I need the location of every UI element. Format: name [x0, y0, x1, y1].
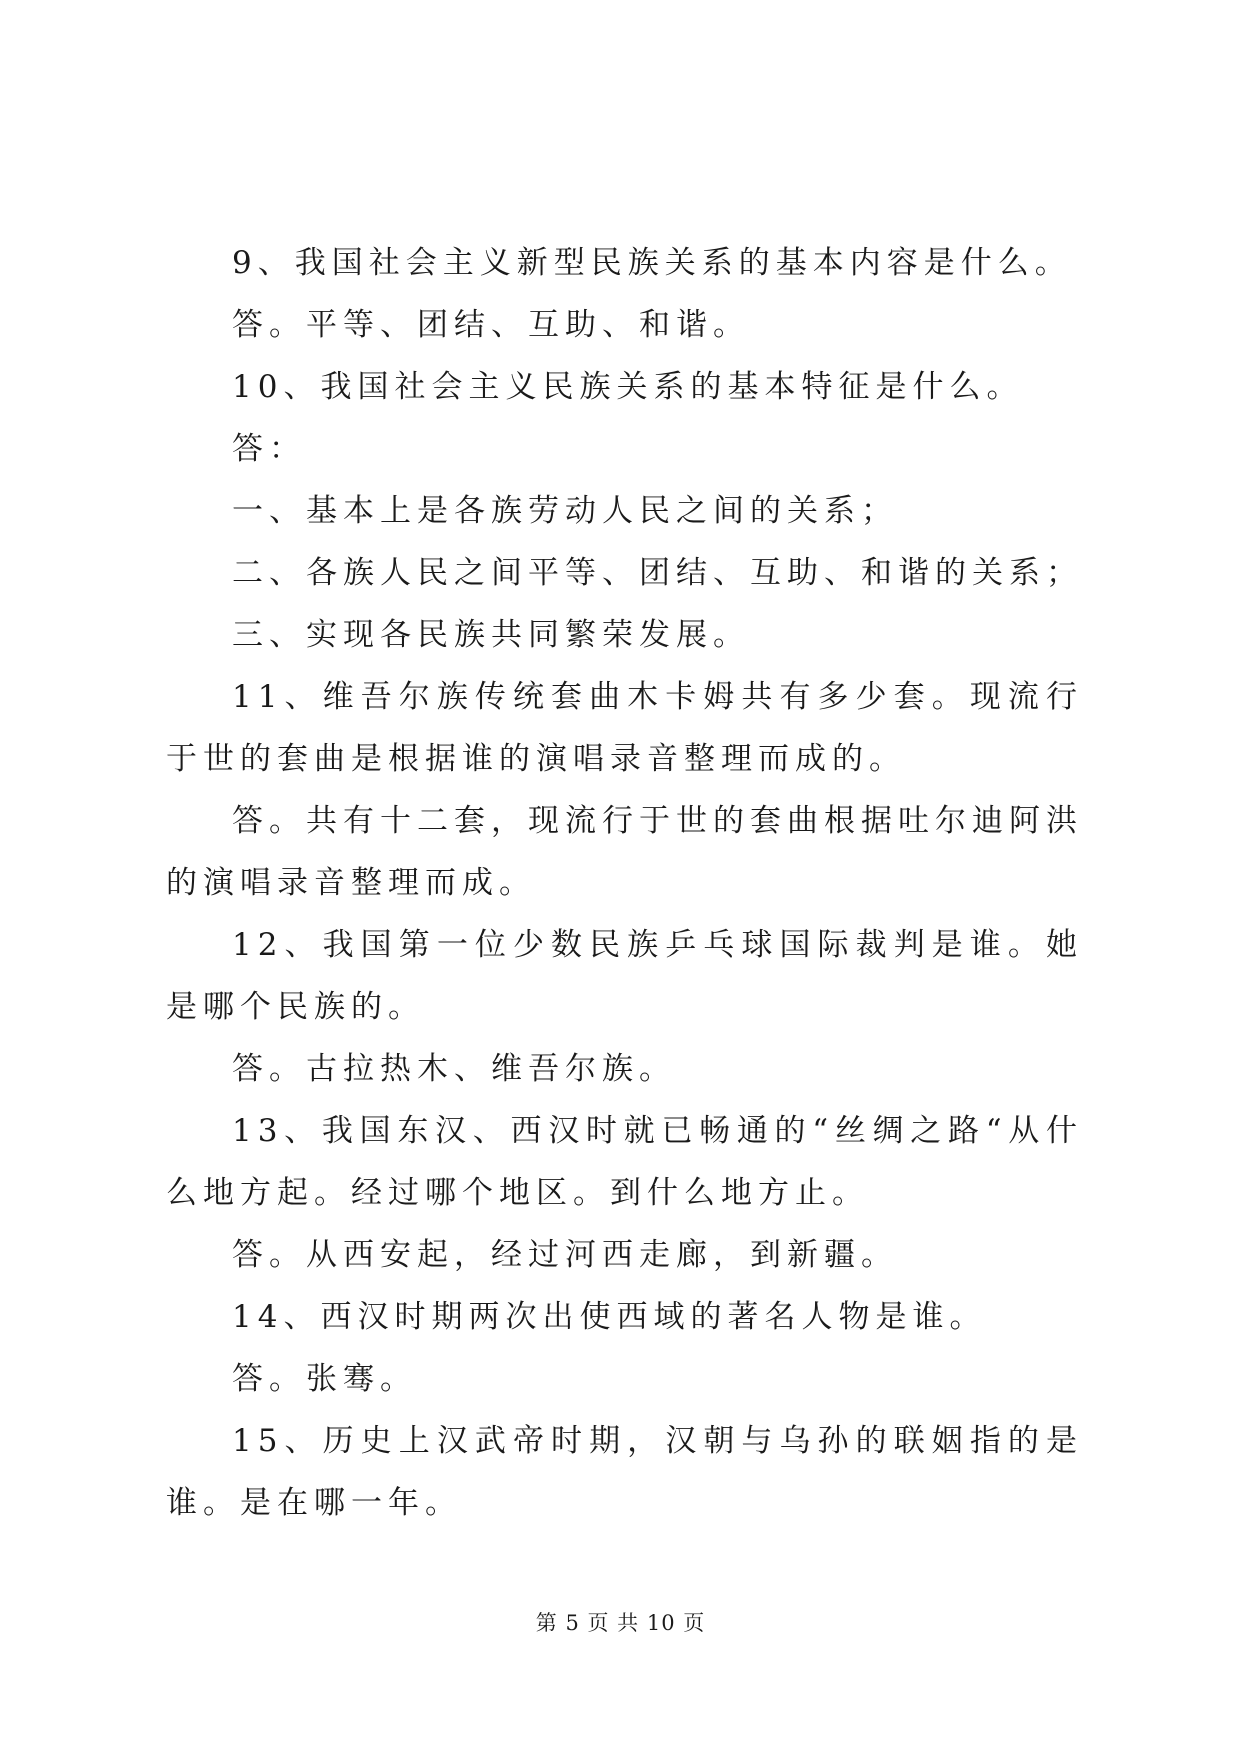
question-11: 11、维吾尔族传统套曲木卡姆共有多少套。现流行于世的套曲是根据谁的演唱录音整理而成的。: [166, 679, 1083, 777]
answer-10-heading: 答：: [232, 431, 306, 467]
answer-12: 答。古拉热木、维吾尔族。: [232, 1051, 676, 1087]
question-15: 15、历史上汉武帝时期，汉朝与乌孙的联姻指的是谁。是在哪一年。: [166, 1423, 1083, 1521]
answer-13: 答。从西安起，经过河西走廊，到新疆。: [232, 1237, 898, 1273]
question-10: 10、我国社会主义民族关系的基本特征是什么。: [232, 369, 1024, 405]
answer-11: 答。共有十二套，现流行于世的套曲根据吐尔迪阿洪的演唱录音整理而成。: [166, 803, 1083, 901]
answer-10-point-3: 三、实现各民族共同繁荣发展。: [232, 617, 750, 653]
answer-10-point-2: 二、各族人民之间平等、团结、互助、和谐的关系；: [232, 555, 1083, 591]
answer-9: 答。平等、团结、互助、和谐。: [232, 307, 750, 343]
question-14: 14、西汉时期两次出使西域的著名人物是谁。: [232, 1299, 987, 1335]
question-9: 9、我国社会主义新型民族关系的基本内容是什么。: [232, 245, 1072, 281]
question-12: 12、我国第一位少数民族乒乓球国际裁判是谁。她是哪个民族的。: [166, 927, 1083, 1025]
document-body: [166, 232, 1083, 1534]
page-number-footer: 第 5 页 共 10 页: [535, 1611, 706, 1635]
question-13: 13、我国东汉、西汉时就已畅通的“丝绸之路“从什么地方起。经过哪个地区。到什么地方止。: [166, 1113, 1083, 1211]
answer-14: 答。张骞。: [232, 1361, 417, 1397]
answer-10-point-1: 一、基本上是各族劳动人民之间的关系；: [232, 493, 898, 529]
